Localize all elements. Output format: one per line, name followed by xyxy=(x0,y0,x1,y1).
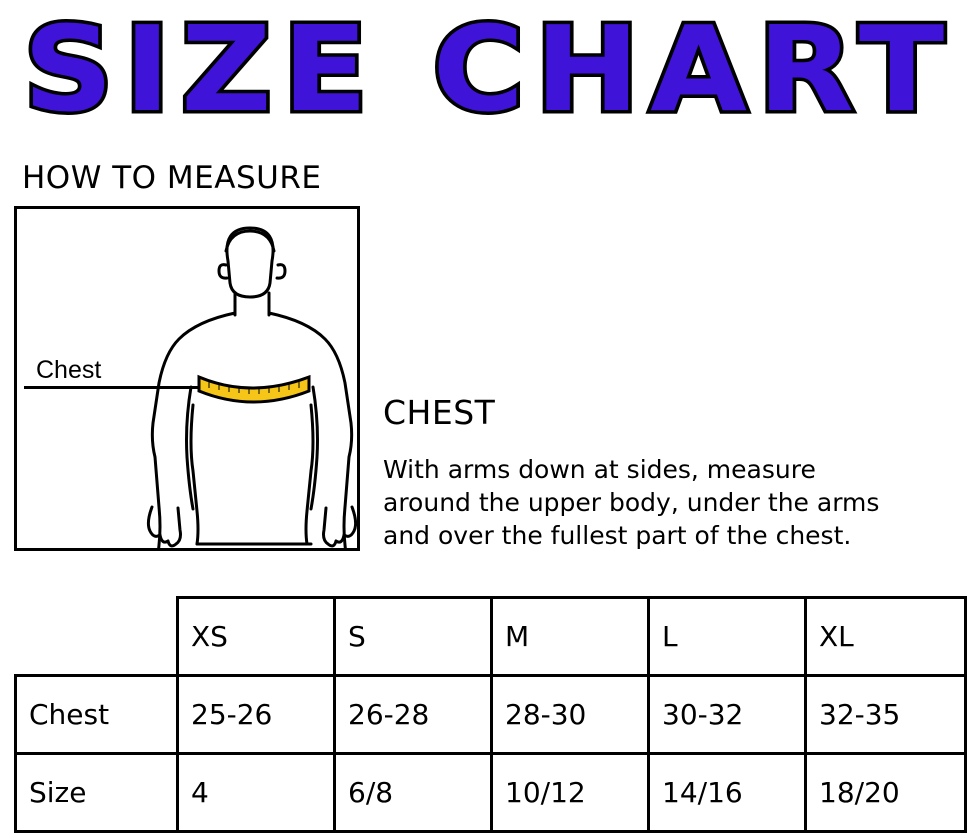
description-heading: CHEST xyxy=(383,393,496,432)
description-text xyxy=(383,453,968,552)
table-header-row xyxy=(16,598,966,676)
cell-chest-l: 30-32 xyxy=(649,676,806,754)
description-line-3: and over the fullest part of the chest. xyxy=(383,521,852,550)
row-label-size: Size xyxy=(16,754,178,832)
column-header-l: L xyxy=(649,598,806,676)
tape-measure-icon xyxy=(199,377,309,402)
cell-size-s: 6/8 xyxy=(335,754,492,832)
description-line-1: With arms down at sides, measure xyxy=(383,455,816,484)
description-line-2: around the upper body, under the arms xyxy=(383,488,880,517)
column-header-xs: XS xyxy=(178,598,335,676)
cell-size-xl: 18/20 xyxy=(806,754,966,832)
row-label-chest: Chest xyxy=(16,676,178,754)
chest-measurement-label: Chest xyxy=(33,356,104,384)
page-title: SIZE CHART xyxy=(23,0,955,138)
table-row xyxy=(16,754,966,832)
column-header-s: S xyxy=(335,598,492,676)
cell-chest-xl: 32-35 xyxy=(806,676,966,754)
cell-chest-m: 28-30 xyxy=(492,676,649,754)
how-to-measure-heading: HOW TO MEASURE xyxy=(22,160,322,196)
cell-chest-xs: 25-26 xyxy=(178,676,335,754)
size-chart-table xyxy=(14,596,967,833)
table-corner-cell xyxy=(16,598,178,676)
column-header-xl: XL xyxy=(806,598,966,676)
cell-size-xs: 4 xyxy=(178,754,335,832)
cell-size-m: 10/12 xyxy=(492,754,649,832)
column-header-m: M xyxy=(492,598,649,676)
cell-chest-s: 26-28 xyxy=(335,676,492,754)
cell-size-l: 14/16 xyxy=(649,754,806,832)
table-row xyxy=(16,676,966,754)
chest-leader-line xyxy=(24,386,199,389)
